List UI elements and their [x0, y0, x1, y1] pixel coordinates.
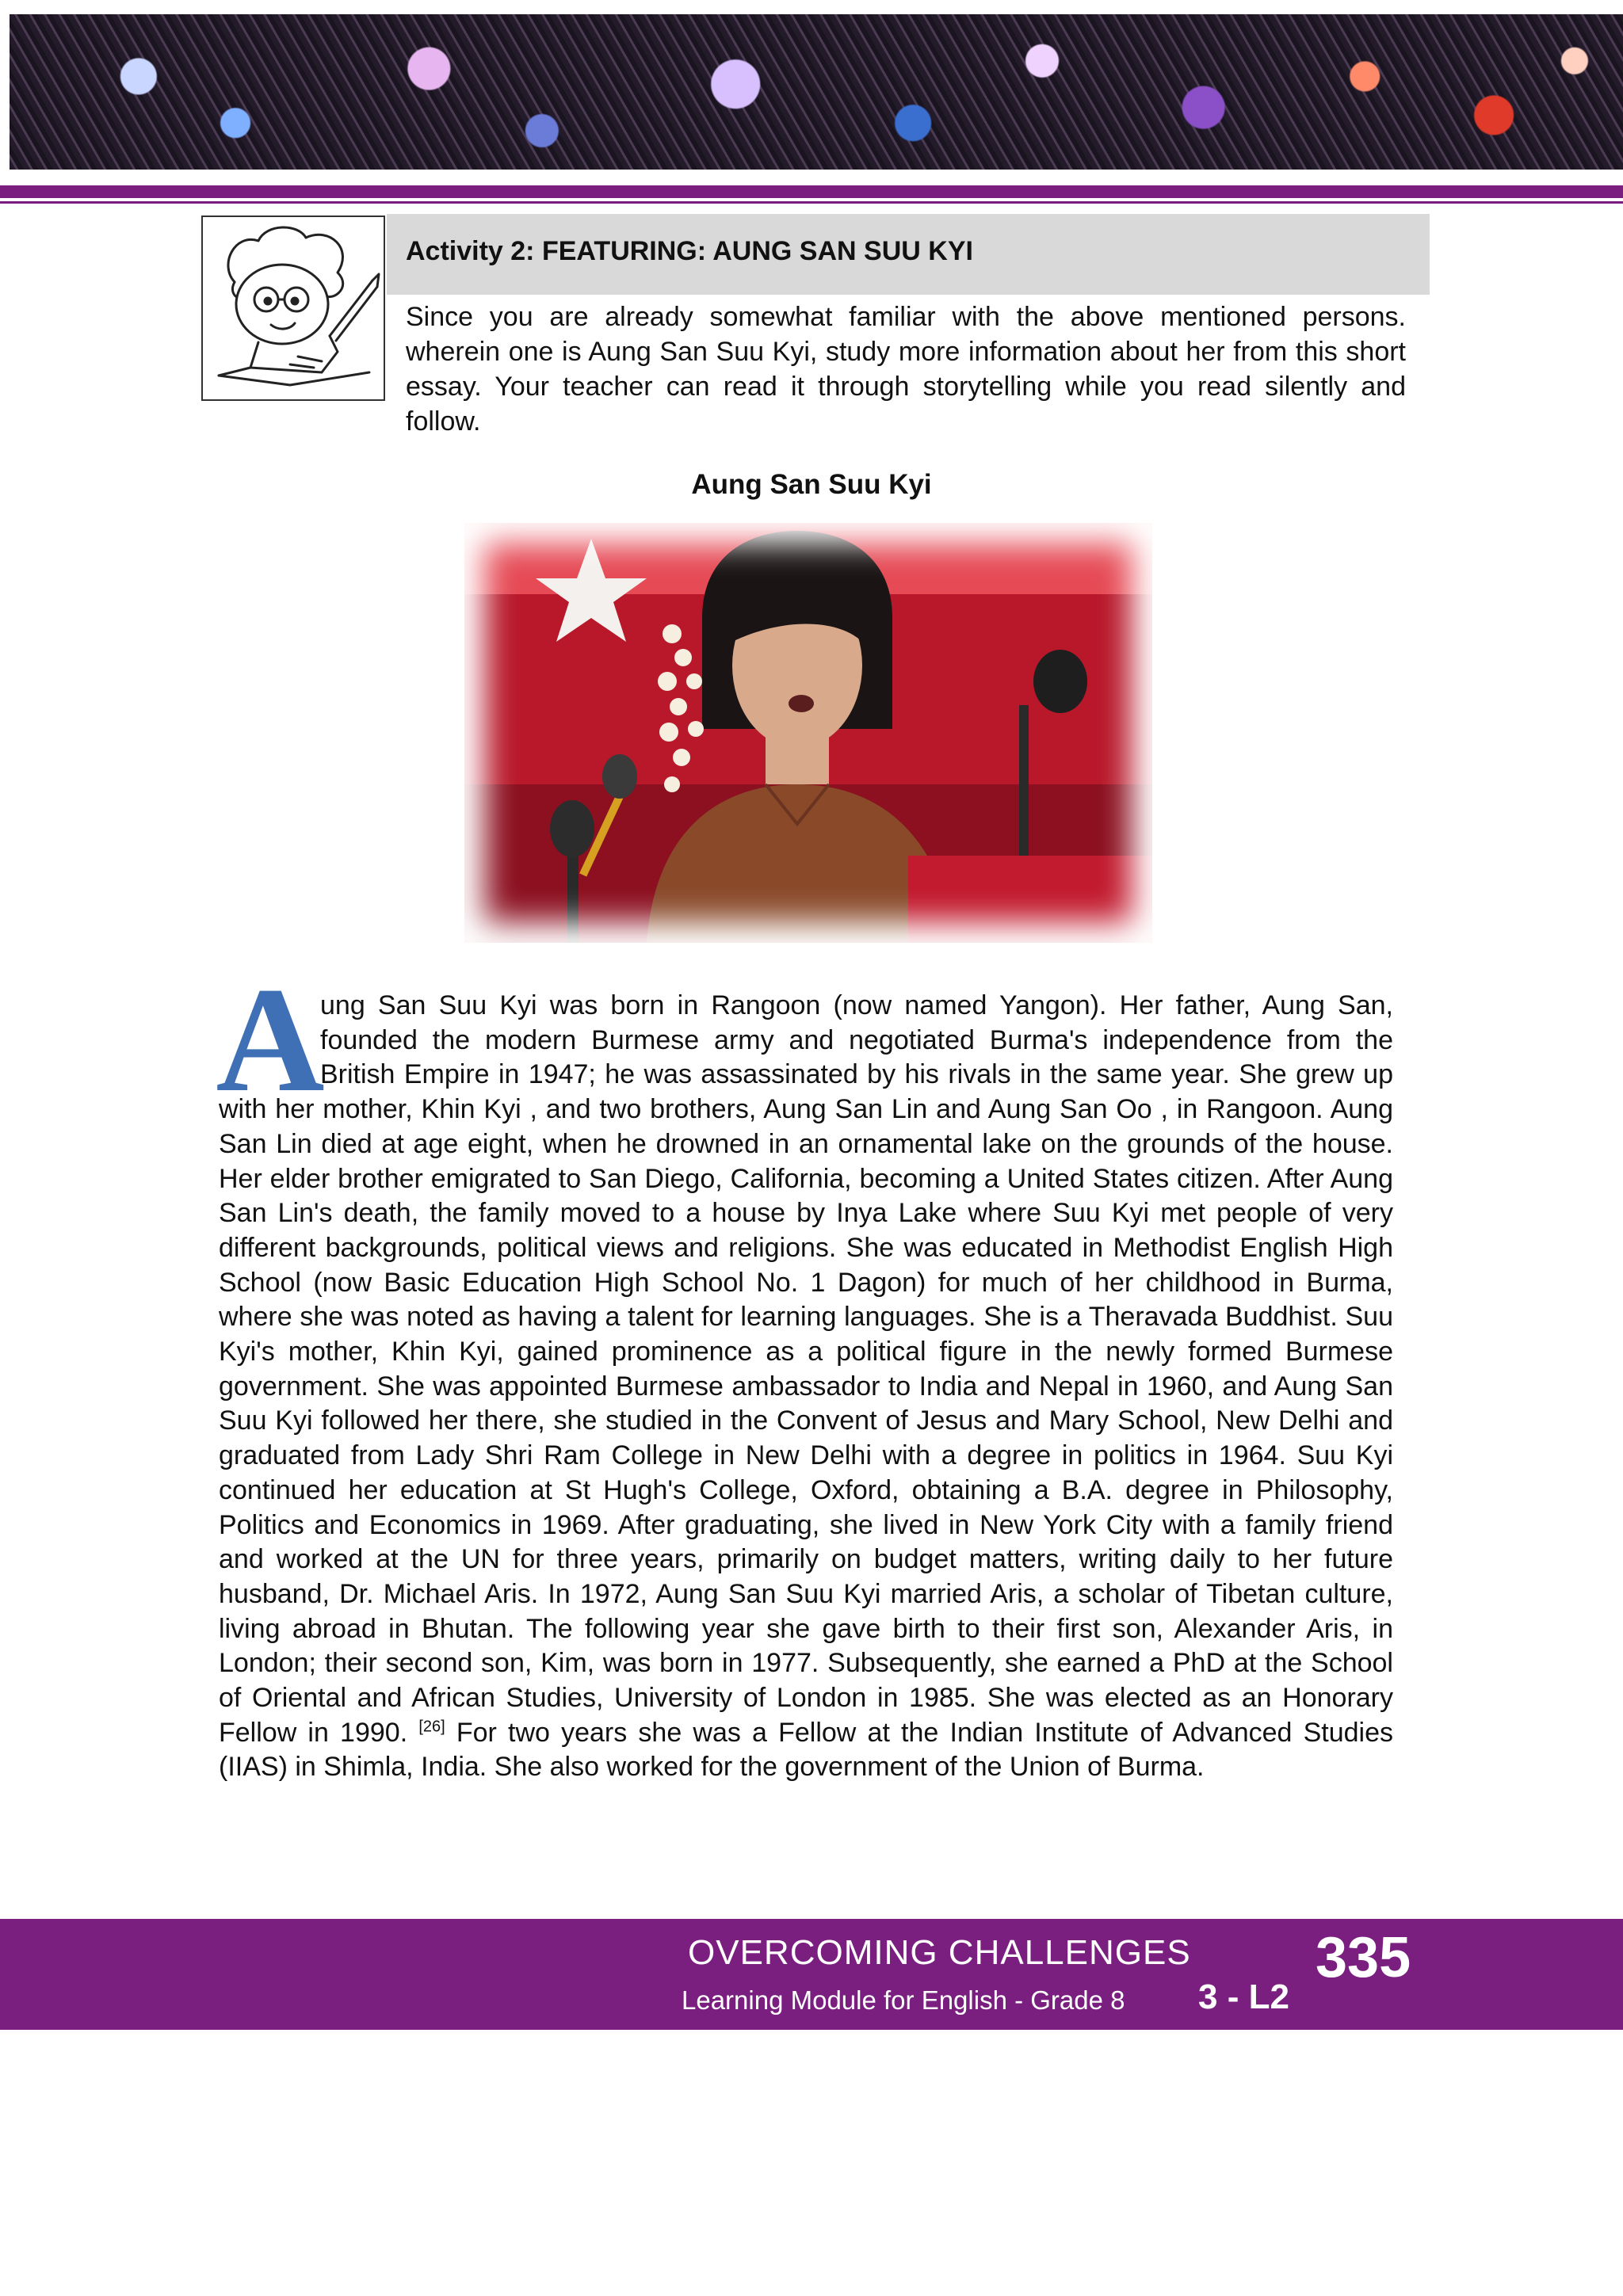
footer-module-title: OVERCOMING CHALLENGES [688, 1933, 1191, 1972]
essay-paragraph-end: For two years she was a Fellow at the Indian Institute of Advanced Studies (IIAS) in Shimla, India. She also worked for the government of the Union of Burma. [219, 1717, 1393, 1783]
drop-cap-spacer [219, 989, 320, 1084]
essay-body [219, 989, 1393, 1785]
essay-title: Aung San Suu Kyi [691, 469, 932, 500]
activity-instructions: Since you are already somewhat familiar with the above mentioned persons. wherein one is Aung San Suu Kyi, study more information about her from this short essay. Your teacher can read it through storytelling while you read silently and follow. [406, 302, 1406, 437]
portrait-photo [464, 523, 1152, 943]
drop-cap-letter: A [216, 957, 325, 1123]
essay-paragraph-text: ung San Suu Kyi was born in Rangoon (now named Yangon). Her father, Aung San, founded the modern Burmese army and negotiated Burma's independence from the British Empire in 1947; he was assassinated by his rivals in the same year. She grew up with her mother, Khin Kyi , and two brothers, Aung San Lin and Aung San Oo , in Rangoon. Aung San Lin died at age eight, when he drowned in an ornamental lake on the grounds of the house. Her elder brother emigrated to San Diego, California, becoming a United States citizen. After Aung San Lin's death, the family moved to a house by Inya Lake where Suu Kyi met people of very different backgrounds, political views and religions. She was educated in Methodist English High School (now Basic Education High School No. 1 Dagon) for much of her childhood in Burma, where she was noted as having a talent for learning languages. She is a Theravada Buddhist. Suu Kyi's mother, Khin Kyi, gained prominence as a political figure in the newly formed Burmese government. She was appointed Burmese ambassador to India and Nepal in 1960, and Aung San Suu Kyi followed her there, she studied in the Convent of Jesus and Mary School, New Delhi and graduated from Lady Shri Ram College in New Delhi with a degree in politics in 1964. Suu Kyi continued her education at St Hugh's College, Oxford, obtaining a B.A. degree in Philosophy, Politics and Economics in 1969. After graduating, she lived in New York City with a family friend and worked at the UN for three years, primarily on budget matters, writing daily to her future husband, Dr. Michael Aris. In 1972, Aung San Suu Kyi married Aris, a scholar of Tibetan culture, living abroad in Bhutan. The following year she gave birth to their first son, Alexander Aris, in London; their second son, Kim, was born in 1977. Subsequently, she earned a PhD at the School of Oriental and African Studies, University of London in 1985. She was elected as an Honorary Fellow in 1990. [219, 990, 1393, 1748]
footer-lesson-code: 3 - L2 [1198, 1978, 1289, 2016]
header-divider-thin [0, 201, 1623, 204]
activity-title: Activity 2: FEATURING: AUNG SAN SUU KYI [406, 236, 973, 266]
footer-module-subtitle: Learning Module for English - Grade 8 [682, 1985, 1125, 2015]
page-number: 335 [1316, 1926, 1411, 1989]
header-divider-thick [0, 185, 1623, 198]
citation-reference: [26] [418, 1718, 445, 1736]
decorative-batik-banner [10, 14, 1623, 170]
student-writing-icon [201, 215, 385, 401]
